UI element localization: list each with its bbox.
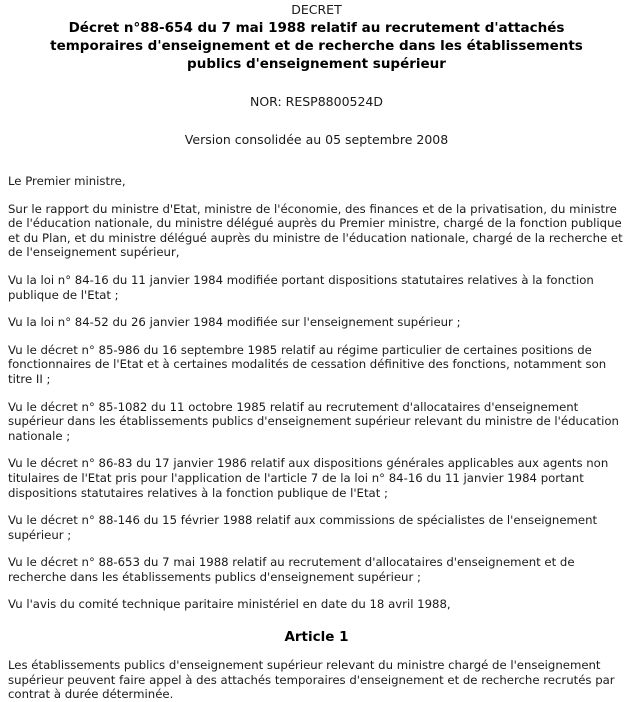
nor-identifier: NOR: RESP8800524D (249, 94, 384, 109)
visa-paragraph: Vu le décret n° 86-83 du 17 janvier 1986 relatif aux dispositions générales applicables aux agents non titulaires de l'Etat pris pour l'application de l'article 7 de la loi n° 84-16 du 11 janvier 1984 portant dispositions statutaires relatives à la fonction publique de l'Etat ; (8, 456, 609, 500)
visa-paragraph: Vu l'avis du comité technique paritaire ministériel en date du 18 avril 1988, (8, 597, 451, 612)
article-paragraph: Les établissements publics d'enseignement supérieur relevant du ministre chargé de l'enseignement supérieur peuvent faire appel à des attachés temporaires d'enseignement et de recherche recrutés par contrat à durée déterminée. (8, 658, 615, 702)
visa-paragraph: Vu le décret n° 88-146 du 15 février 1988 relatif aux commissions de spécialistes de l'enseignement supérieur ; (8, 513, 598, 542)
visa-paragraph: Vu la loi n° 84-52 du 26 janvier 1984 modifiée sur l'enseignement supérieur ; (8, 315, 461, 330)
preamble-paragraph: Le Premier ministre, (8, 174, 126, 188)
preamble-paragraph: Sur le rapport du ministre d'Etat, ministre de l'économie, des finances et de la privatisation, du ministre de l'éducation nationale, du ministre délégué auprès du Premier ministre, chargé de la fonction publique et du Plan, et du ministre délégué auprès du ministre de l'éducation nationale, chargé de la recherche et de l'enseignement supérieur, (8, 201, 623, 260)
visa-paragraph: Vu le décret n° 85-1082 du 11 octobre 1985 relatif au recrutement d'allocataires d'enseignement supérieur dans les établissements publics d'enseignement supérieur relevant du ministre de l'éducation nationale ; (8, 399, 619, 443)
visa-paragraph: Vu le décret n° 88-653 du 7 mai 1988 relatif au recrutement d'allocataires d'enseignement et de recherche dans les établissements publics d'enseignement supérieur ; (8, 555, 575, 584)
document-title: Décret n°88-654 du 7 mai 1988 relatif au recrutement d'attachés temporaires d'enseignement et de recherche dans les établissements publics d'enseignement supérieur (50, 20, 583, 72)
document-kind: DECRET (291, 2, 342, 17)
version-label: Version consolidée au 05 septembre 2008 (184, 132, 449, 147)
document-body (8, 174, 625, 702)
article-heading: Article 1 (284, 629, 349, 646)
visa-paragraph: Vu la loi n° 84-16 du 11 janvier 1984 modifiée portant dispositions statutaires relatives à la fonction publique de l'Etat ; (8, 272, 594, 302)
visa-paragraph: Vu le décret n° 85-986 du 16 septembre 1985 relatif au régime particulier de certaines positions de fonctionnaires de l'Etat et à certaines modalités de cessation définitive des fonctions, notamment son titre II ; (8, 342, 607, 386)
